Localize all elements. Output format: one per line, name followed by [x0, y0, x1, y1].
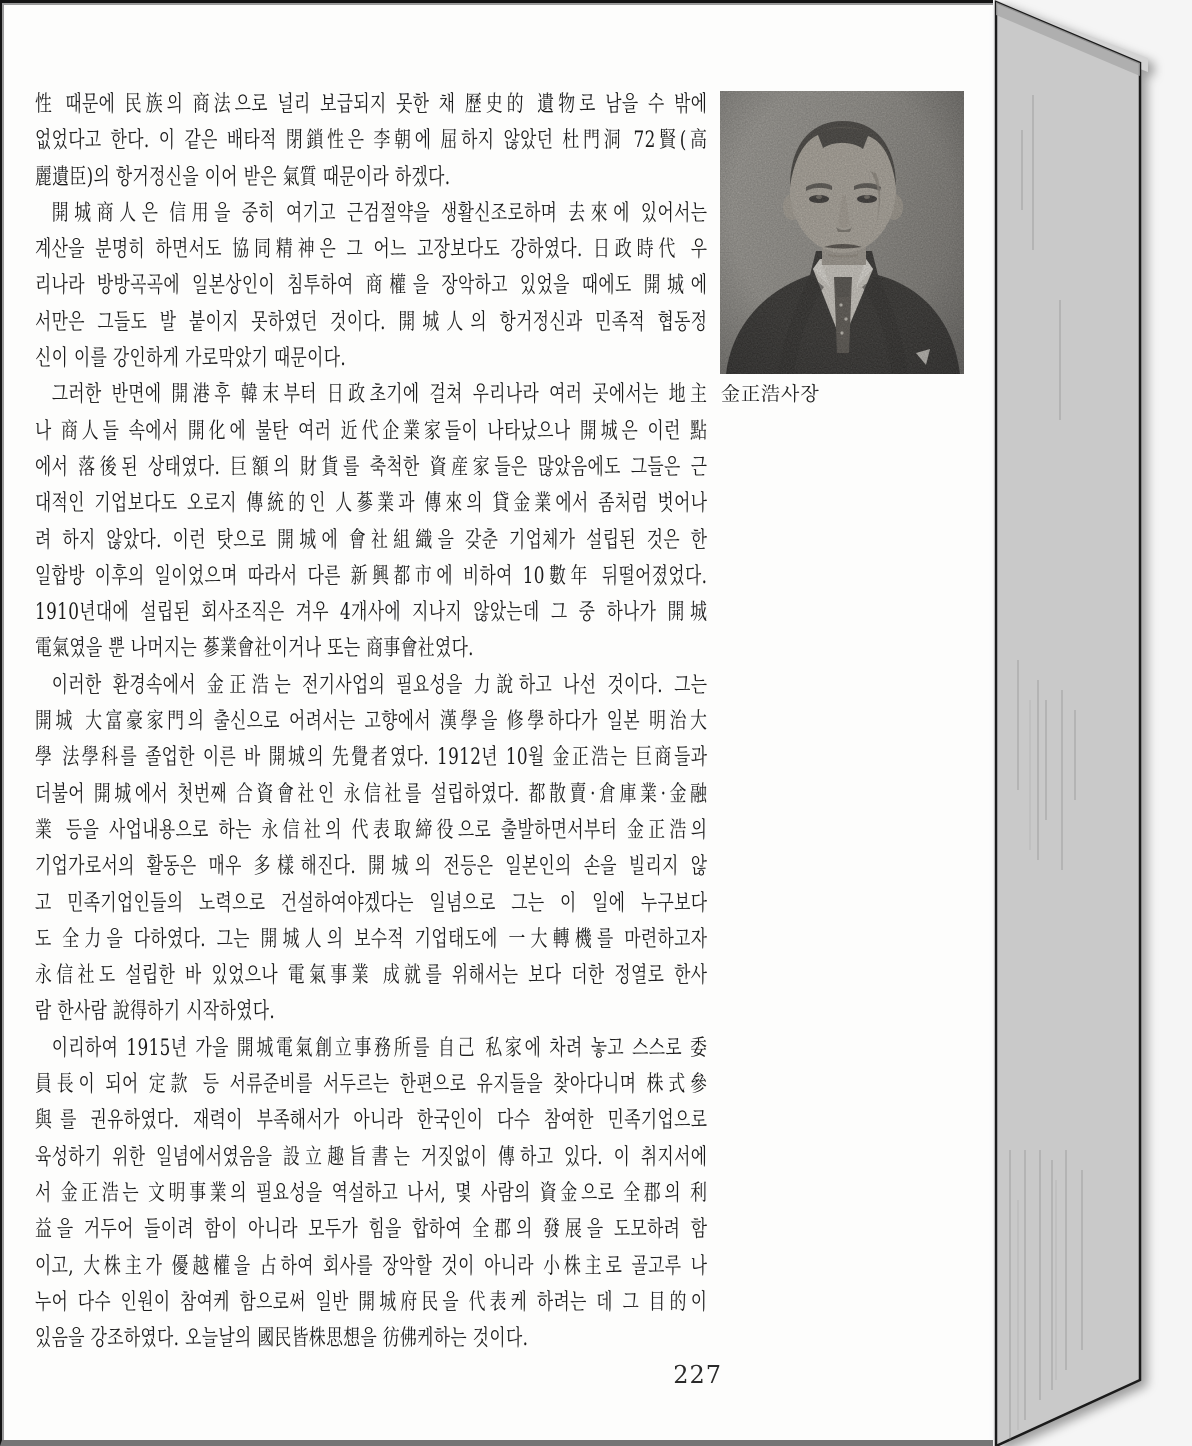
text-line: 서만은 그들도 발 붙이지 못하였던 것이다. 開城人의 항거정신과 민족적 협동정	[35, 309, 708, 335]
text-line: 益을 거두어 들이려 함이 아니라 모두가 힘을 합하여 全郡의 發展을 도모하려 함	[35, 1217, 708, 1243]
text-line: 1910년대에 설립된 회사조직은 겨우 4개사에 지나지 않았는데 그 중 하나가 開城	[35, 600, 708, 626]
page-number: 227	[673, 1361, 722, 1389]
text-line: 나 商人들 속에서 開化에 불탄 여러 近代企業家들이 나타났으나 開城은 이런 點	[35, 418, 708, 444]
text-line: 業 등을 사업내용으로 하는 永信社의 代表取締役으로 출발하면서부터 金正浩의	[35, 817, 708, 843]
text-line: 이러한 환경속에서 金正浩는 전기사업의 필요성을 力說하고 나선 것이다. 그는	[51, 672, 708, 698]
text-line: 있음을 강조하였다. 오늘날의 國民皆株思想을 彷佛케하는 것이다.	[35, 1326, 529, 1352]
text-line: 學 法學科를 졸업한 이른 바 開城의 先覺者였다. 1912년 10월 金正浩는 巨商들과	[35, 745, 708, 771]
text-line: 신이 이를 강인하게 가로막았기 때문이다.	[35, 346, 347, 372]
photo-grain-light	[720, 91, 964, 374]
portrait-photo-illustration	[720, 91, 964, 374]
text-line: 대적인 기업보다도 오로지 傳統的인 人蔘業과 傳來의 貸金業에서 좀처럼 벗어나	[35, 491, 708, 517]
page-stack-top-shadow	[996, 2, 1140, 76]
text-line: 육성하기 위한 일념에서였음을 設立趣旨書는 거짓없이 傳하고 있다. 이 취지서에	[35, 1144, 708, 1170]
text-line: 永信社도 설립한 바 있었으나 電氣事業 成就를 위해서는 보다 더한 정열로 한사	[35, 963, 708, 989]
text-line: 性 때문에 民族의 商法으로 널리 보급되지 못한 채 歷史的 遺物로 남을 수 밖에	[35, 92, 708, 117]
text-line: 도 全力을 다하였다. 그는 開城人의 보수적 기업태도에 一大轉機를 마련하고자	[35, 926, 708, 952]
text-line: 電氣였을 뿐 나머지는 蔘業會社이거나 또는 商事會社였다.	[35, 636, 474, 662]
text-line: 리나라 방방곡곡에 일본상인이 침투하여 商權을 장악하고 있었을 때에도 開城에	[35, 273, 708, 299]
text-line: 員長이 되어 定款 등 서류준비를 서두르는 한편으로 유지들을 찾아다니며 株式參	[35, 1072, 708, 1098]
portrait-photo	[720, 91, 964, 374]
text-line: 에서 落後된 상태였다. 巨額의 財貨를 축척한 資産家들은 많았음에도 그들은 근	[35, 454, 708, 480]
text-line: 계산을 분명히 하면서도 協同精神은 그 어느 고장보다도 강하였다. 日政時代 우	[35, 237, 708, 263]
page-edge-streaks	[1010, 95, 1082, 1440]
text-line: 이고, 大株主가 優越權을 占하여 회사를 장악할 것이 아니라 小株主로 골고루 나	[35, 1253, 708, 1279]
text-line: 開城商人은 信用을 중히 여기고 근검절약을 생활신조로하며 去來에 있어서는	[51, 200, 708, 226]
text-line: 기업가로서의 활동은 매우 多樣해진다. 開城의 전등은 일본인의 손을 빌리지 않	[35, 854, 708, 880]
page-edge-streaks-light	[1018, 700, 1056, 1430]
text-line: 더불어 開城에서 첫번째 合資會社인 永信社를 설립하였다. 都散賣·倉庫業·金融	[35, 781, 708, 807]
text-line: 서 金正浩는 文明事業의 필요성을 역설하고 나서, 몇 사람의 資金으로 全郡의 利	[35, 1180, 708, 1206]
text-line: 일합방 이후의 일이었으며 따라서 다른 新興都市에 비하여 10數年 뒤떨어졌었다.	[35, 563, 708, 589]
text-line: 그러한 반면에 開港후 韓末부터 日政초기에 걸쳐 우리나라 여러 곳에서는 地主	[51, 382, 708, 408]
body-text	[35, 87, 707, 1357]
text-line: 누어 다수 인원이 참여케 함으로써 일반 開城府民을 代表케 하려는 데 그 目的이	[35, 1289, 708, 1315]
text-line: 고 민족기업인들의 노력으로 건설하여야겠다는 일념으로 그는 이 일에 누구보다	[35, 890, 708, 916]
page-stack-back-sheet	[996, 0, 1148, 72]
text-line: 람 한사람 說得하기 시작하였다.	[35, 999, 276, 1025]
text-line: 麗遺臣)의 항거정신을 이어 받은 氣質 때문이라 하겠다.	[35, 164, 451, 190]
page-stack-block	[996, 2, 1140, 1446]
text-line: 開城 大富豪家門의 출신으로 어려서는 고향에서 漢學을 修學하다가 일본 明治大	[35, 709, 708, 735]
text-line: 與를 권유하였다. 재력이 부족해서가 아니라 한국인이 다수 참여한 민족기업으로	[35, 1108, 708, 1134]
text-line: 려 하지 않았다. 이런 탓으로 開城에 會社組織을 갖춘 기업체가 설립된 것은 한	[35, 527, 708, 553]
photo-caption: 金正浩사장	[721, 384, 820, 405]
text-line: 없었다고 한다. 이 같은 배타적 閉鎖性은 李朝에 屈하지 않았던 杜門洞 72賢(高	[35, 128, 708, 154]
text-line: 이리하여 1915년 가을 開城電氣創立事務所를 自己 私家에 차려 놓고 스스로 委	[51, 1035, 708, 1061]
